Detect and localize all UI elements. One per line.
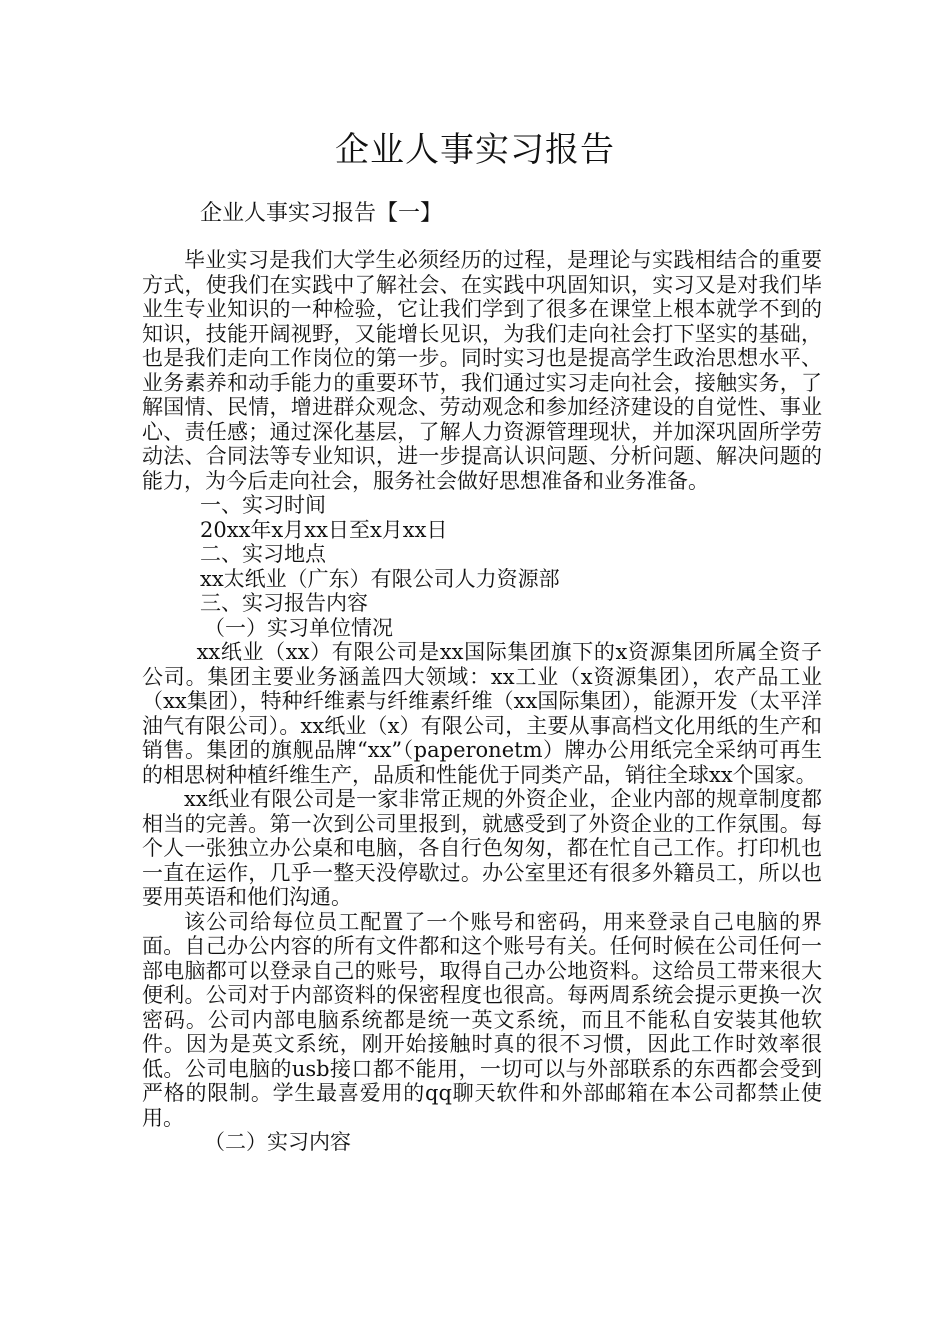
company-env-paragraph: xx纸业有限公司是一家非常正规的外资企业，企业内部的规章制度都相当的完善。第一次到公司里报到，就感受到了外资企业的工作氛围。每个人一张独立办公桌和电脑，各自行色匆匆，都在忙自己工作。打印机也一直在运作，几乎一整天没停歇过。办公室里还有很多外籍员工，所以也要用英语和他们沟通。 xyxy=(142,787,822,909)
time-value: 20xx年x月xx日至x月xx日 xyxy=(200,517,448,542)
section-subtitle: 企业人事实习报告【一】 xyxy=(200,201,443,226)
document-body xyxy=(142,248,822,1155)
company-intro-paragraph: xx纸业（xx）有限公司是xx国际集团旗下的x资源集团所属全资子公司。集团主要业务涵盖四大领域：xx工业（x资源集团），农产品工业（xx集团），特种纤维素与纤维素纤维（xx国际集团），能源开发（太平洋油气有限公司）。xx纸业（x）有限公司，主要从事高档文化用纸的生产和销售。集团的旗舰品牌“xx”（paperonetm）牌办公用纸完全采纳可再生的相思树种植纤维生产，品质和性能优于同类产品，销往全球xx个国家。 xyxy=(142,640,822,787)
unit-heading: （一）实习单位情况 xyxy=(204,615,393,640)
content-heading: 三、实习报告内容 xyxy=(200,591,368,615)
intro-paragraph: 毕业实习是我们大学生必须经历的过程，是理论与实践相结合的重要方式，使我们在实践中了解社会、在实践中巩固知识，实习又是对我们毕业生专业知识的一种检验，它让我们学到了很多在课堂上根本就学不到的知识，技能开阔视野，又能增长见识，为我们走向社会打下坚实的基础，也是我们走向工作岗位的第一步。同时实习也是提高学生政治思想水平、业务素养和动手能力的重要环节，我们通过实习走向社会，接触实务，了解国情、民情，增进群众观念、劳动观念和参加经济建设的自觉性、事业心、责任感；通过深化基层，了解人力资源管理现状，并加深巩固所学劳动法、合同法等专业知识，进一步提高认识问题、分析问题、解决问题的能力，为今后走向社会，服务社会做好思想准备和业务准备。 xyxy=(142,248,822,493)
time-heading: 一、实习时间 xyxy=(200,493,326,517)
document-title: 企业人事实习报告 xyxy=(335,130,615,170)
account-system-paragraph: 该公司给每位员工配置了一个账号和密码，用来登录自己电脑的界面。自己办公内容的所有文件都和这个账号有关。任何时候在公司任何一部电脑都可以登录自己的账号，取得自己办公地资料。这给员工带来很大便利。公司对于内部资料的保密程度也很高。每两周系统会提示更换一次密码。公司内部电脑系统都是统一英文系统，而且不能私自安装其他软件。因为是英文系统，刚开始接触时真的很不习惯，因此工作时效率很低。公司电脑的usb接口都不能用，一切可以与外部联系的东西都会受到严格的限制。学生最喜爱用的qq聊天软件和外部邮箱在本公司都禁止使用。 xyxy=(142,909,822,1130)
content-sub-heading: （二）实习内容 xyxy=(204,1130,351,1154)
place-heading: 二、实习地点 xyxy=(200,542,326,566)
place-value: xx太纸业（广东）有限公司人力资源部 xyxy=(200,566,560,591)
